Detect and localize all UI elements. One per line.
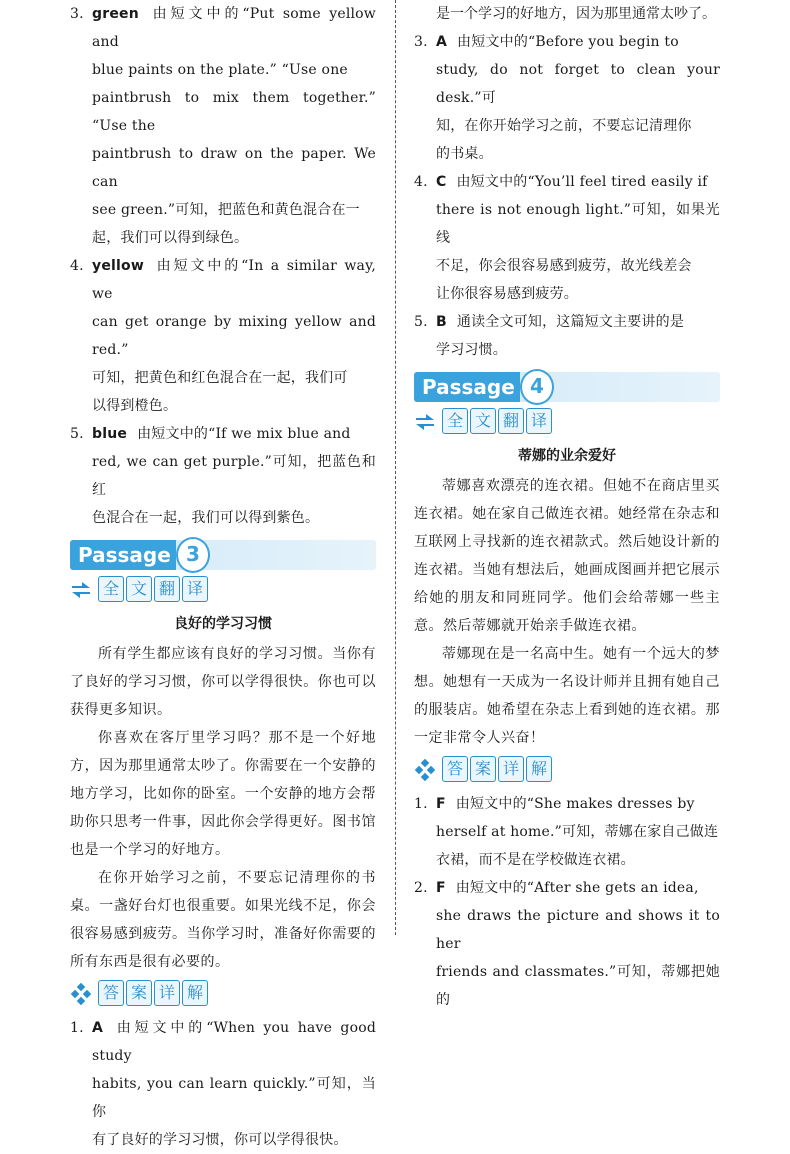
heading-char: 案	[470, 756, 496, 782]
continued-text: 是一个学习的好地方，因为那里通常太吵了。	[436, 6, 716, 22]
passage-3-banner	[70, 540, 376, 570]
answer-key: A	[92, 1020, 104, 1036]
item-line: see green.”可知，把蓝色和黄色混合在一	[92, 202, 360, 218]
item-line: paintbrush to draw on the paper. We can	[92, 146, 376, 190]
answer-item-4-yellow	[70, 252, 376, 420]
diamond-cluster-icon	[70, 983, 92, 1005]
swap-arrows-icon	[414, 411, 436, 433]
answer-heading	[70, 980, 376, 1008]
item-text: 由短文中的“Put some yellow and	[92, 6, 376, 50]
item-line: herself at home.”可知，蒂娜在家自己做连	[436, 824, 719, 840]
item-line: 学习习惯。	[436, 342, 507, 358]
item-line: 知，在你开始学习之前，不要忘记清理你	[436, 118, 692, 134]
heading-char: 答	[98, 980, 124, 1006]
answer-item-5-B	[414, 308, 720, 364]
item-line: 衣裙，而不是在学校做连衣裙。	[436, 852, 635, 868]
item-line: can get orange by mixing yellow and red.”	[92, 314, 376, 358]
heading-char: 详	[498, 756, 524, 782]
passage-number-badge	[176, 537, 210, 573]
translation-title: 良好的学习习惯	[174, 616, 272, 632]
item-text: 由短文中的“If we mix blue and	[137, 426, 351, 442]
heading-char: 解	[526, 756, 552, 782]
translation-heading	[414, 408, 720, 436]
translation-paragraph: 所有学生都应该有良好的学习习惯。当你有了良好的学习习惯，你可以学得很快。你也可以获得更多知识。	[70, 646, 376, 718]
item-number: 4.	[414, 174, 428, 190]
item-number: 3.	[414, 34, 428, 50]
answer-item-2-F	[414, 874, 720, 1014]
left-column	[70, 0, 376, 1154]
answer-item-3-A	[414, 28, 720, 168]
heading-char: 文	[126, 576, 152, 602]
item-number: 3.	[70, 6, 84, 22]
item-number: 1.	[70, 1020, 84, 1036]
item-number: 5.	[70, 426, 84, 442]
item-number: 2.	[414, 880, 428, 896]
item-text: 通读全文可知，这篇短文主要讲的是	[456, 314, 685, 330]
answer-key: yellow	[92, 258, 144, 274]
heading-char: 译	[182, 576, 208, 602]
item-line: she draws the picture and shows it to her	[436, 908, 720, 952]
item-text: 由短文中的“In a similar way, we	[92, 258, 376, 302]
translation-paragraph: 蒂娜喜欢漂亮的连衣裙。但她不在商店里买连衣裙。她在家自己做连衣裙。她经常在杂志和互联网上寻找新的连衣裙款式。然后她设计新的连衣裙。当她有想法后，她画成图画并把它展示给她的朋友和同班同学。他们会给蒂娜一些主意。然后蒂娜就开始亲手做连衣裙。	[414, 478, 720, 634]
item-line: paintbrush to mix them together.” “Use the	[92, 90, 376, 134]
heading-char: 全	[98, 576, 124, 602]
passage-4-banner	[414, 372, 720, 402]
answer-heading	[414, 756, 720, 784]
translation-heading	[70, 576, 376, 604]
translation-paragraph: 蒂娜现在是一名高中生。她有一个远大的梦想。她想有一天成为一名设计师并且拥有她自己的服装店。她希望在杂志上看到她的连衣裙。那一定非常令人兴奋！	[414, 646, 720, 746]
passage-label: Passage	[422, 375, 515, 399]
heading-char: 答	[442, 756, 468, 782]
item-line: blue paints on the plate.” “Use one	[92, 62, 348, 78]
answer-item-1-A	[70, 1014, 376, 1154]
answer-item-4-C	[414, 168, 720, 308]
item-text: 由短文中的“You’ll feel tired easily if	[456, 174, 708, 190]
answer-key: blue	[92, 426, 128, 442]
item-line: there is not enough light.”可知，如果光线	[436, 202, 720, 246]
heading-char: 案	[126, 980, 152, 1006]
item-line: study, do not forget to clean your desk.”可	[436, 62, 720, 106]
heading-char: 文	[470, 408, 496, 434]
item-line: 可知，把黄色和红色混合在一起，我们可	[92, 370, 348, 386]
heading-char: 详	[154, 980, 180, 1006]
diamond-cluster-icon	[414, 759, 436, 781]
item-line: habits, you can learn quickly.”可知，当你	[92, 1076, 376, 1120]
answer-key: A	[436, 34, 448, 50]
item-number: 1.	[414, 796, 428, 812]
item-line: 以得到橙色。	[92, 398, 178, 414]
item-line: red, we can get purple.”可知，把蓝色和红	[92, 454, 376, 498]
item-line: 不足，你会很容易感到疲劳，故光线差会	[436, 258, 692, 274]
answer-key: F	[436, 880, 446, 896]
item-text: 由短文中的“After she gets an idea,	[455, 880, 699, 896]
heading-char: 翻	[154, 576, 180, 602]
translation-paragraph: 在你开始学习之前，不要忘记清理你的书桌。一盏好台灯也很重要。如果光线不足，你会很容易感到疲劳。当你学习时，准备好你需要的所有东西是很有必要的。	[70, 870, 376, 970]
answer-item-1-F	[414, 790, 720, 874]
passage-number: 3	[186, 542, 200, 566]
column-divider	[395, 0, 396, 935]
item-line: 起，我们可以得到绿色。	[92, 230, 249, 246]
passage-number-badge	[520, 369, 554, 405]
item-line: friends and classmates.”可知，蒂娜把她的	[436, 964, 720, 1008]
translation-paragraph: 你喜欢在客厅里学习吗？那不是一个好地方，因为那里通常太吵了。你需要在一个安静的地方学习，比如你的卧室。一个安静的地方会帮助你只思考一件事，因此你会学得更好。图书馆也是一个学习的好地方。	[70, 730, 376, 858]
passage-number: 4	[530, 374, 544, 398]
answer-key: C	[436, 174, 447, 190]
heading-char: 全	[442, 408, 468, 434]
item-number: 5.	[414, 314, 428, 330]
answer-key: F	[436, 796, 446, 812]
right-column	[414, 0, 720, 1014]
answer-item-3-green	[70, 0, 376, 252]
item-number: 4.	[70, 258, 84, 274]
answer-key: green	[92, 6, 139, 22]
swap-arrows-icon	[70, 579, 92, 601]
translation-title: 蒂娜的业余爱好	[518, 448, 616, 464]
heading-char: 译	[526, 408, 552, 434]
answer-item-5-blue	[70, 420, 376, 532]
item-text: 由短文中的“Before you begin to	[457, 34, 679, 50]
item-line: 有了良好的学习习惯，你可以学得很快。	[92, 1132, 348, 1148]
heading-char: 解	[182, 980, 208, 1006]
item-text: 由短文中的“When you have good study	[92, 1020, 376, 1064]
passage-label: Passage	[78, 543, 171, 567]
answer-key: B	[436, 314, 447, 330]
item-text: 由短文中的“She makes dresses by	[455, 796, 695, 812]
item-line: 色混合在一起，我们可以得到紫色。	[92, 510, 320, 526]
item-line: 让你很容易感到疲劳。	[436, 286, 578, 302]
heading-char: 翻	[498, 408, 524, 434]
item-line: 的书桌。	[436, 146, 493, 162]
